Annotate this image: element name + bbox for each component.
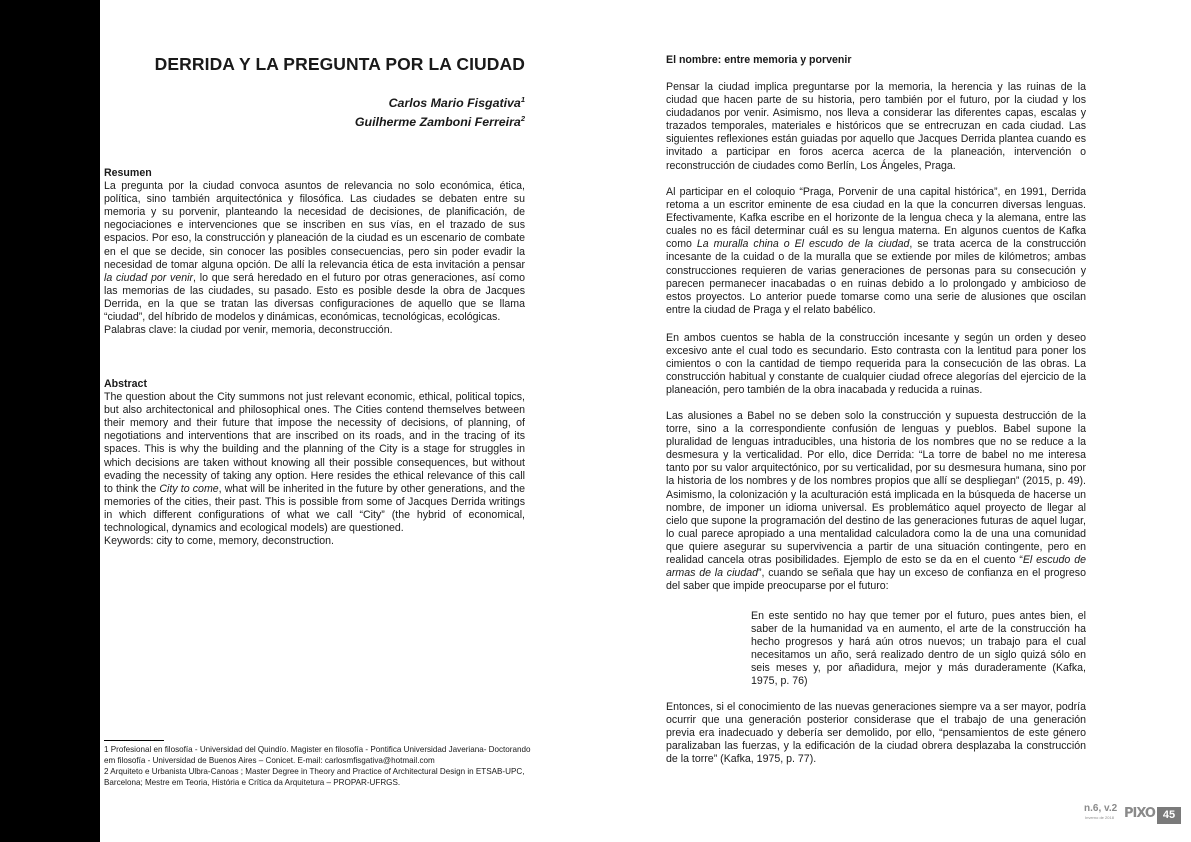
page-side-bar	[0, 0, 100, 842]
article-title: DERRIDA Y LA PREGUNTA POR LA CIUDAD	[154, 54, 525, 74]
resumen-keywords: Palabras clave: la ciudad por venir, memoria, deconstrucción.	[104, 324, 393, 337]
page-number: 45	[1157, 807, 1181, 824]
footnote-1: 1 Profesional en filosofía - Universidad del Quindío. Magister en filosofía - Pontifica Universidad Javeriana- Doctorando em filosofía - Universidad de Buenos Aires – Conicet. E-mail: carlosmfisgativa@hotmail.com	[104, 745, 531, 766]
authors	[104, 92, 525, 130]
footnote-2: 2 Arquiteto e Urbanista Ulbra-Canoas ; Master Degree in Theory and Practice of Architectural Design in ETSAB-UPC, Barcelona; Mestre em Teoria, História e Crítica da Arquitetura – PROPAR-UFRGS.	[104, 767, 525, 788]
paragraph-4: Las alusiones a Babel no se deben solo la construcción y supuesta destrucción de la torre, sino a la correspondiente confusión de lenguas y pueblos. Babel supone la pluralidad de lenguas intraducibles, una historia de los nombres que no se reduce a la desmesura y la verticalidad. Por ello, dice Derrida: “La torre de babel no me interesa tanto por su valor arquitectónico, por su verticalidad, por su desmesura humana, sino por la historia de los nombres y de los nombres propios que allí se despliegan” (2015, p. 49). Asimismo, la colonización y la aculturación está implicada en la búsqueda de hacerse un nombre, de imponer un idioma universal. Es problemático aquel proyecto de llegar al cielo que supone la programación del destino de las generaciones futuras de aquel lugar, lo cual parece apropiado a una mentalidad calculadora como la de una una comunidad que quiere asegurar su supervivencia a partir de una situación contingente, pero en realidad cancela otras posibilidades. Ejemplo de esto se da en el cuento “El escudo de armas de la ciudad”, cuando se señala que hay un exceso de confianza en el progreso del saber que impide preocuparse por el futuro:	[666, 410, 1086, 593]
abstract-keywords: Keywords: city to come, memory, deconstruction.	[104, 535, 335, 548]
author-2: Guilherme Zamboni Ferreira$^2$	[354, 114, 525, 130]
resumen-heading: Resumen	[104, 167, 152, 179]
footnote-rule	[104, 740, 164, 741]
resumen-block	[104, 167, 525, 337]
block-quote: En este sentido no hay que temer por el futuro, pues antes bien, el saber de la humanidad va en aumento, el arte de la construcción ha hecho progresos y hará aún otros nuevos; un trabajo para el cual necesitamos un año, será realizado dentro de un siglo quizá sólo en seis meses y, por añadidura, mejor y más duraderamente (Kafka, 1975, p. 76)	[751, 610, 1086, 688]
issue-date: Inverno de 2018	[1085, 815, 1114, 820]
abstract-block	[104, 378, 525, 548]
journal-logo: PIXO	[1124, 806, 1155, 821]
paragraph-1: Pensar la ciudad implica preguntarse por la memoria, la herencia y las ruinas de la ciudad que hacen parte de su historia, pero también por el futuro, por la ciudad y los ciudadanos por venir. Asimismo, nos lleva a considerar las diferentes capas, escalas y trazados temporales, materiales e históricos que se entrecruzan en cada ciudad. Las siguientes reflexiones están guiadas por aquello que Jacques Derrida plantea cuando es invitado a participar en foros acerca acerca de la planeación, intervención o reconstrucción de ciudades como Berlín, Los Ángeles, Praga.	[666, 81, 1086, 172]
author-1: Carlos Mario Fisgativa$^1$	[388, 95, 525, 111]
section-heading: El nombre: entre memoria y porvenir	[666, 54, 852, 66]
resumen-text: La pregunta por la ciudad convoca asuntos de relevancia no solo económica, ética, política, sino también arquitectónica y filosófica. Las ciudades se debaten entre su memoria y su porvenir, planteando la necesidad de decisiones, de planificación, de negociaciones e intervenciones que se inscriben en sus vías, en el trazado de sus espacios. Por eso, la construcción y planeación de la ciudad es un escenario de combate en el que se decide, sin conocer las posibles consecuencias, pero sin poder evadir la necesidad de tomar alguna opción. De allí la relevancia ética de esta invitación a pensar la ciudad por venir, lo que será heredado en el futuro por otras generaciones, así como las memorias de las ciudades, su pasado. Esto es posible desde la obra de Jacques Derrida, en la que se tratan las diversas configuraciones de aquello que se llama “ciudad”, del híbrido de modelos y dinámicas, económicas, tecnológicas, ecológicas.	[104, 180, 525, 324]
paragraph-5: Entonces, si el conocimiento de las nuevas generaciones siempre va a ser mayor, podría ocurrir que una generación posterior considerase que el trabajo de una generación previa era inadecuado y debería ser demolido, por ello, “pensamientos de este género paralizaban las fuerzas, y la edificación de la ciudad obrera desplazaba la construcción de la torre” (Kafka, 1975, p. 77).	[666, 701, 1086, 766]
issue-number: n.6, v.2	[1084, 803, 1118, 814]
abstract-heading: Abstract	[104, 378, 147, 390]
abstract-text: The question about the City summons not just relevant economic, ethical, political topics, but also architectonical and philosophical ones. The Cities contend themselves between their memory and their future that impose the necessity of decisions, of planning, of negotiations and interventions that are inscribed on its roads, and in the tracing of its spaces. This is why the building and the planning of the City is a stage for struggles in which decisions are taken without knowing all their possible consequences, but without evading the necessity of taking any option. Here resides the ethical relevance of this call to think the City to come, what will be inherited in the future by other generations, and the memories of the cities, their past. This is possible from some of Jacques Derrida writings in which different configurations of what we call “City” (the hybrid of economical, technological, dynamics and ecological models) are questioned.	[104, 391, 525, 535]
paragraph-3: En ambos cuentos se habla de la construcción incesante y según un orden y deseo excesivo ante el cual todo es secundario. Esto contrasta con la lentitud para poner los cimientos o con la cantidad de tiempo requerida para la consecución de las obras. La construcción habitual y constante de cualquier ciudad ofrece alegorías del ejercicio de la planeación, pero también de la obra inacabada y reducida a ruinas.	[666, 332, 1086, 397]
footnotes	[104, 744, 534, 788]
paragraph-2: Al participar en el coloquio “Praga, Porvenir de una capital histórica”, en 1991, Derrida retoma a un escritor eminente de esa ciudad en la que la concurren diversas lenguas. Efectivamente, Kafka escribe en el horizonte de la lengua checa y la alemana, entre las cuales no es fácil determinar cuál es su lengua materna. En algunos cuentos de Kafka como La muralla china o El escudo de la ciudad, se trata acerca de la construcción incesante de la cuidad o de la muralla que se extiende por miles de kilómetros; ambas construcciones requieren de varias generaciones de personas para su consecución y parecen permanecer inacabadas o en ruinas debido a lo prolongado y ambicioso de estos proyectos. Lo anterior puede tomarse como una serie de alusiones que oscilan entre la ciudad de Praga y el relato babélico.	[666, 186, 1087, 316]
